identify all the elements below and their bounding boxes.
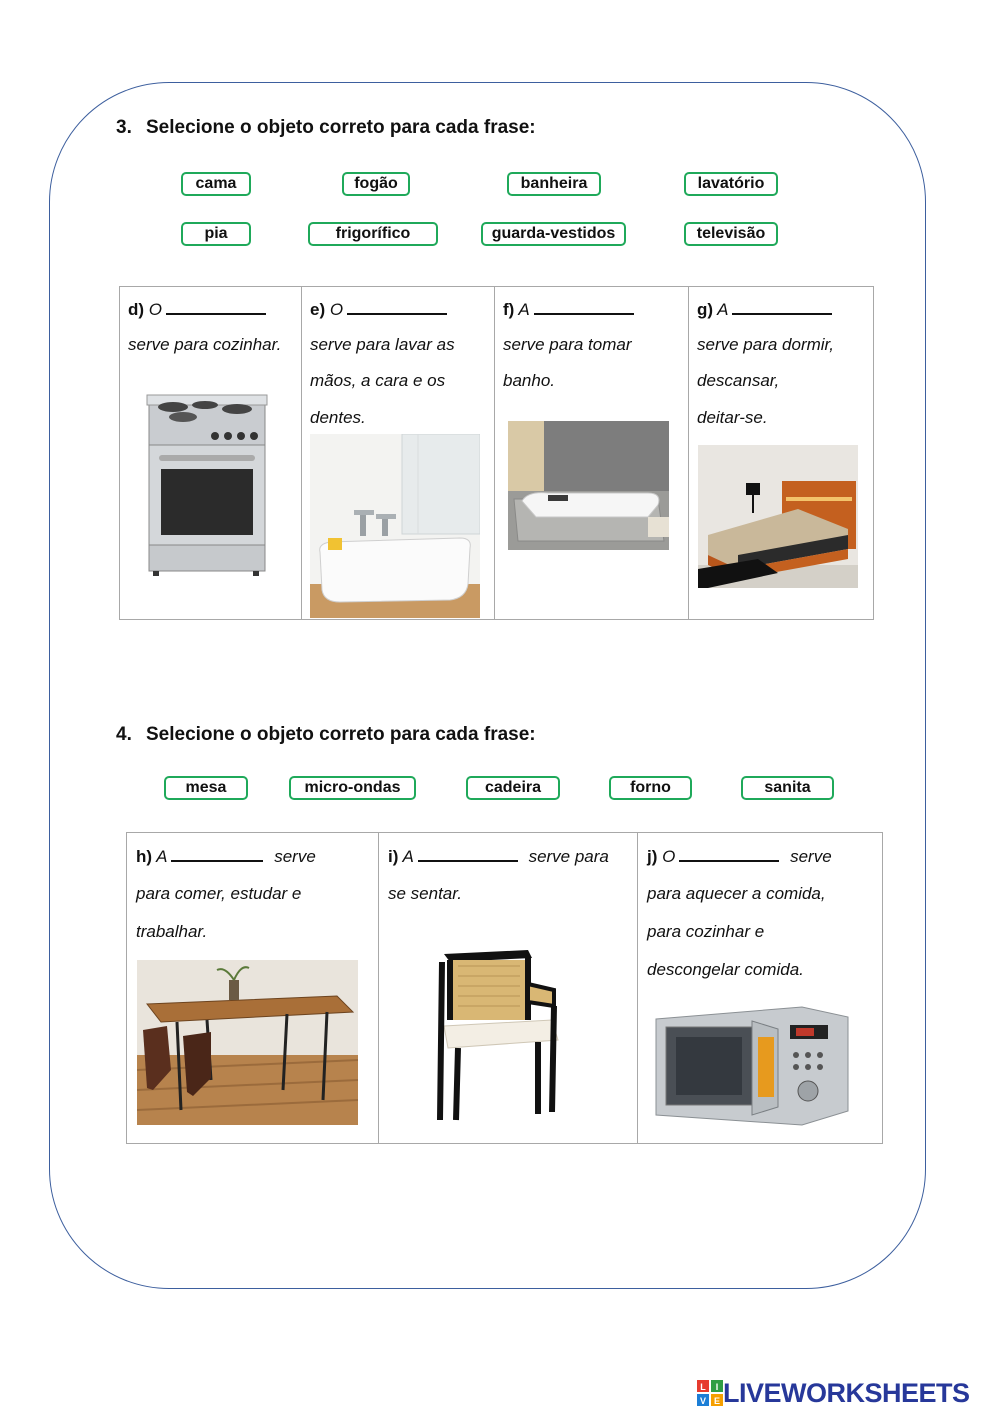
sentence-continuation: serve xyxy=(790,847,832,866)
question-text: Selecione o objeto correto para cada frase: xyxy=(146,724,536,745)
logo-letter: V xyxy=(699,1396,707,1406)
answer-blank[interactable] xyxy=(418,846,518,862)
sentence-line: para comer, estudar e xyxy=(136,884,302,903)
sentence-line: serve para lavar as xyxy=(310,335,455,354)
question-number: 4. xyxy=(116,724,132,745)
word-option[interactable]: mesa xyxy=(164,776,248,800)
article: A xyxy=(156,847,168,866)
article: A xyxy=(402,847,414,866)
item-label: j) xyxy=(647,847,658,866)
microwave-image xyxy=(652,999,854,1134)
word-option[interactable]: cadeira xyxy=(466,776,560,800)
table-cell-f xyxy=(495,287,689,620)
sink-image xyxy=(310,434,480,618)
stove-image xyxy=(143,391,269,576)
question-3-title xyxy=(116,117,536,139)
item-label: f) xyxy=(503,300,515,319)
sentence-continuation: serve xyxy=(274,847,316,866)
bed-image xyxy=(698,445,858,588)
answer-blank[interactable] xyxy=(171,846,263,862)
word-option[interactable]: lavatório xyxy=(684,172,778,196)
logo-letter: I xyxy=(715,1382,719,1392)
logo-blocks-icon xyxy=(697,1380,723,1406)
item-label: e) xyxy=(310,300,326,319)
question-number: 3. xyxy=(116,117,132,138)
answer-blank[interactable] xyxy=(732,299,832,315)
logo-letter: E xyxy=(713,1396,721,1406)
answer-blank[interactable] xyxy=(679,846,779,862)
item-label: h) xyxy=(136,847,153,866)
sentence-line: dentes. xyxy=(310,408,366,427)
liveworksheets-logo[interactable] xyxy=(697,1379,970,1407)
sentence-line: trabalhar. xyxy=(136,922,208,941)
sentence-line: serve para cozinhar. xyxy=(128,335,282,354)
chair-image xyxy=(428,944,570,1126)
article: O xyxy=(329,300,344,319)
word-option[interactable]: sanita xyxy=(741,776,834,800)
bathtub-image xyxy=(508,421,669,550)
word-option[interactable]: guarda-vestidos xyxy=(481,222,626,246)
sentence-line: descongelar comida. xyxy=(647,960,804,979)
sentence-line: banho. xyxy=(503,371,555,390)
item-label: d) xyxy=(128,300,145,319)
article: O xyxy=(662,847,676,866)
question-3-table xyxy=(119,286,874,620)
item-label: i) xyxy=(388,847,399,866)
article: A xyxy=(518,300,530,319)
dining-table-image xyxy=(137,960,358,1125)
question-4-table xyxy=(126,832,883,1144)
item-label: g) xyxy=(697,300,714,319)
logo-text: LIVEWORKSHEETS xyxy=(723,1378,970,1408)
sentence-line: para aquecer a comida, xyxy=(647,884,826,903)
table-cell-i xyxy=(379,833,638,1144)
word-option[interactable]: forno xyxy=(609,776,692,800)
table-cell-j xyxy=(638,833,883,1144)
word-option[interactable]: frigorífico xyxy=(308,222,438,246)
question-4-title xyxy=(116,724,536,746)
sentence-line: descansar, xyxy=(697,371,780,390)
sentence-line: mãos, a cara e os xyxy=(310,371,446,390)
answer-blank[interactable] xyxy=(166,299,266,315)
word-option[interactable]: pia xyxy=(181,222,251,246)
logo-letter: L xyxy=(700,1382,706,1392)
article: A xyxy=(717,300,729,319)
table-cell-g xyxy=(689,287,874,620)
sentence-line: se sentar. xyxy=(388,884,463,903)
table-cell-e xyxy=(302,287,495,620)
word-option[interactable]: fogão xyxy=(342,172,410,196)
sentence-line: serve para dormir, xyxy=(697,335,834,354)
word-option[interactable]: cama xyxy=(181,172,251,196)
word-option[interactable]: televisão xyxy=(684,222,778,246)
question-text: Selecione o objeto correto para cada frase: xyxy=(146,117,536,138)
sentence-continuation: serve para xyxy=(528,847,609,866)
word-option[interactable]: banheira xyxy=(507,172,601,196)
sentence-line: para cozinhar e xyxy=(647,922,765,941)
table-cell-d xyxy=(120,287,302,620)
table-cell-h xyxy=(127,833,379,1144)
answer-blank[interactable] xyxy=(534,299,634,315)
word-option[interactable]: micro-ondas xyxy=(289,776,416,800)
answer-blank[interactable] xyxy=(347,299,447,315)
sentence-line: deitar-se. xyxy=(697,408,768,427)
article: O xyxy=(148,300,163,319)
sentence-line: serve para tomar xyxy=(503,335,632,354)
